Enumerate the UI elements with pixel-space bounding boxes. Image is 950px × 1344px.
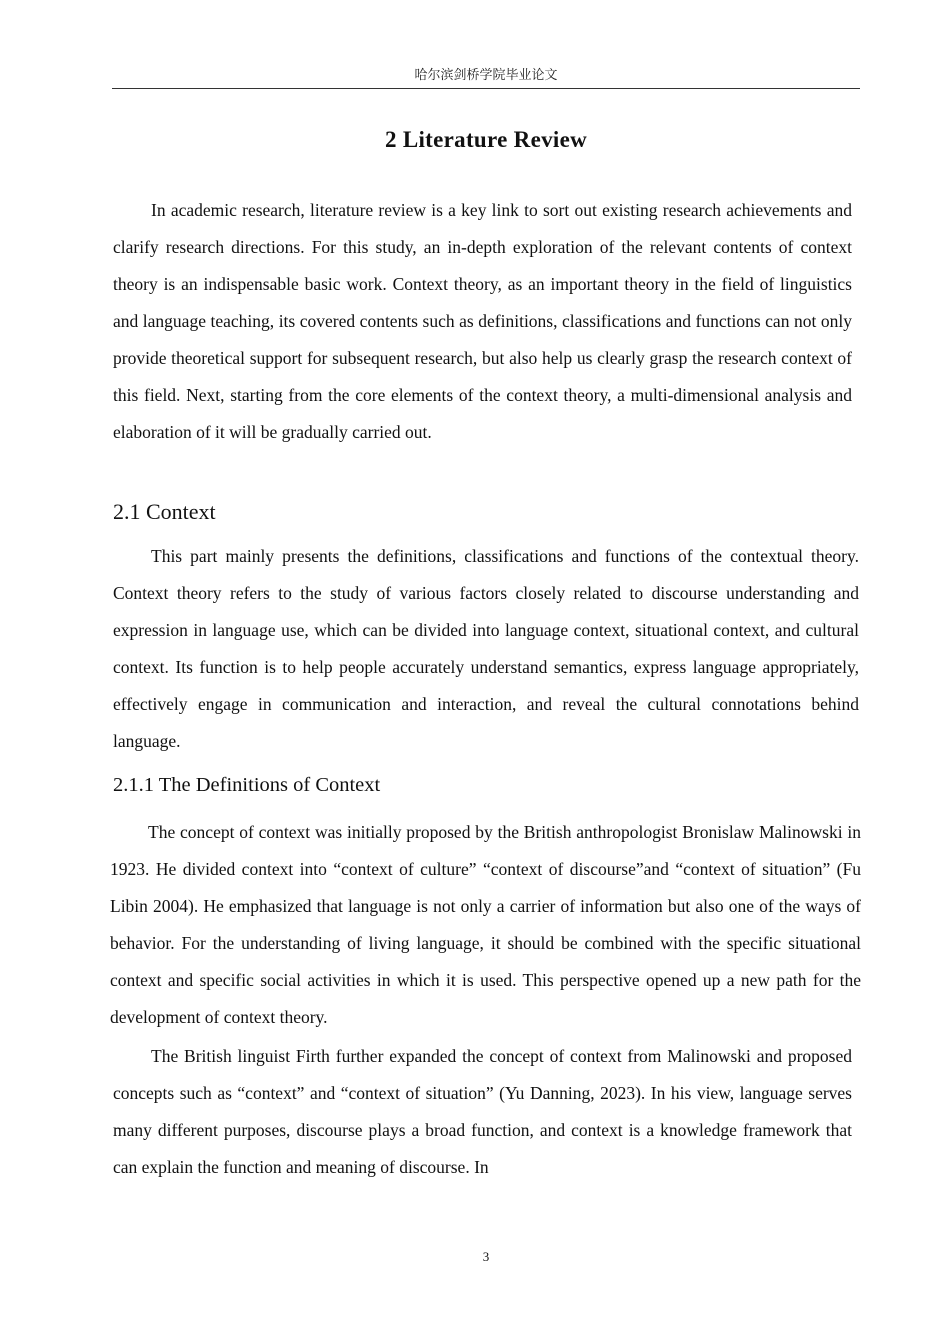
subsection-heading-definitions: 2.1.1 The Definitions of Context bbox=[113, 774, 381, 796]
page-number: 3 bbox=[482, 1249, 490, 1264]
section-heading-context: 2.1 Context bbox=[113, 499, 216, 524]
definitions-paragraph-2: The British linguist Firth further expanded the concept of context from Malinowski and proposed concepts such as “context” and “context of situation” (Yu Danning, 2023). In his view, language serves many different purposes, discourse plays a broad function, and context is a knowledge framework that can explain the function and meaning of discourse. In bbox=[113, 1046, 852, 1177]
header-divider bbox=[112, 88, 860, 89]
context-paragraph: This part mainly presents the definitions, classifications and functions of the contextual theory. Context theory refers to the study of various factors closely related to discourse understanding and expression in language use, which can be divided into language context, situational context, and cultural context. Its function is to help people accurately understand semantics, express language appropriately, effectively engage in communication and interaction, and reveal the cultural connotations behind language. bbox=[113, 546, 859, 751]
intro-paragraph: In academic research, literature review is a key link to sort out existing research achievements and clarify research directions. For this study, an in-depth exploration of the relevant contents of context theory is an indispensable basic work. Context theory, as an important theory in the field of linguistics and language teaching, its covered contents such as definitions, classifications and functions can not only provide theoretical support for subsequent research, but also help us clearly grasp the research context of this field. Next, starting from the core elements of the context theory, a multi-dimensional analysis and elaboration of it will be gradually carried out. bbox=[113, 200, 852, 442]
definitions-paragraph-1: The concept of context was initially proposed by the British anthropologist Bronislaw Malinowski in 1923. He divided context into “context of culture” “context of discourse”and “context of situation” (Fu Libin 2004). He emphasized that language is not only a carrier of information but also one of the ways of behavior. For the understanding of living language, it should be combined with the specific situational context and specific social activities in which it is used. This perspective opened up a new path for the development of context theory. bbox=[110, 822, 861, 1027]
running-header: 哈尔滨剑桥学院毕业论文 bbox=[414, 67, 558, 82]
chapter-title: 2 Literature Review bbox=[385, 127, 587, 152]
